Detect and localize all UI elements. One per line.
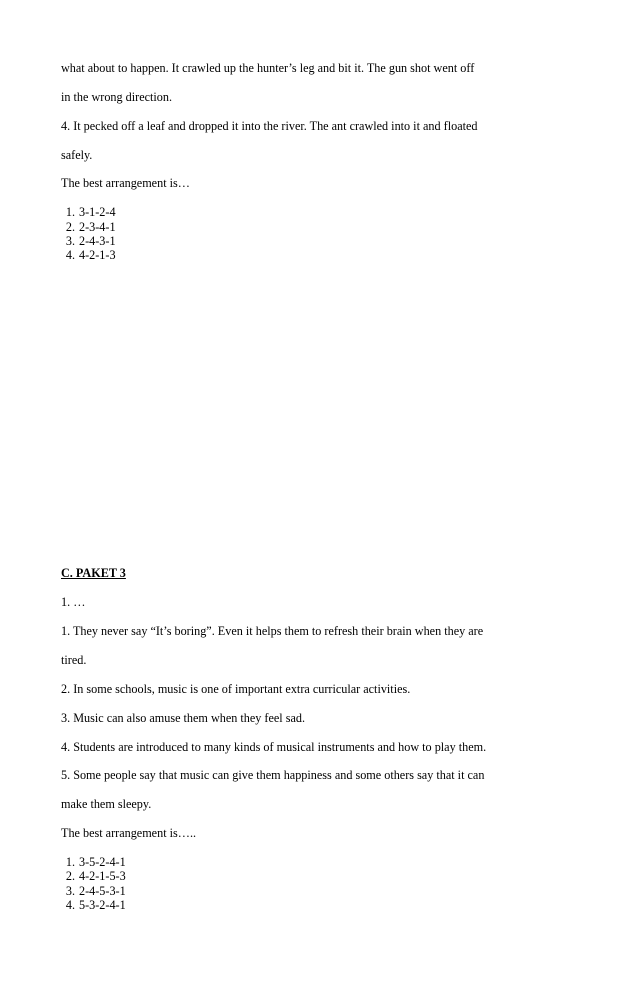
text-line: The best arrangement is….. xyxy=(61,826,197,840)
text-line: in the wrong direction. xyxy=(61,90,173,104)
text-line: make them sleepy. xyxy=(61,797,152,811)
option-number: 4. xyxy=(65,248,75,262)
text-line: 5. Some people say that music can give them happiness and some others say that it can xyxy=(61,768,485,782)
text-line: 4. It pecked off a leaf and dropped it into the river. The ant crawled into it and floated xyxy=(61,119,478,133)
option-number: 2. xyxy=(65,869,75,883)
text-line: The best arrangement is… xyxy=(61,176,190,190)
option-number: 1. xyxy=(65,205,75,219)
option-value: 2-4-3-1 xyxy=(79,234,116,248)
option-number: 3. xyxy=(65,234,75,248)
option-value: 4-2-1-3 xyxy=(79,248,116,262)
section-heading: C. PAKET 3 xyxy=(61,566,126,580)
text-line: 1. They never say “It’s boring”. Even it helps them to refresh their brain when they are xyxy=(61,624,484,638)
option-number: 1. xyxy=(65,855,75,869)
text-line: 2. In some schools, music is one of important extra curricular activities. xyxy=(61,682,411,696)
option-value: 2-4-5-3-1 xyxy=(79,884,126,898)
option-number: 3. xyxy=(65,884,75,898)
text-line: 1. … xyxy=(61,595,86,609)
option-value: 2-3-4-1 xyxy=(79,220,116,234)
option-number: 2. xyxy=(65,220,75,234)
option-value: 4-2-1-5-3 xyxy=(79,869,126,883)
option-number: 4. xyxy=(65,898,75,912)
option-value: 3-1-2-4 xyxy=(79,205,116,219)
text-line: 3. Music can also amuse them when they feel sad. xyxy=(61,711,306,725)
text-line: tired. xyxy=(61,653,87,667)
text-line: 4. Students are introduced to many kinds of musical instruments and how to play them. xyxy=(61,740,487,754)
option-value: 3-5-2-4-1 xyxy=(79,855,126,869)
text-line: what about to happen. It crawled up the hunter’s leg and bit it. The gun shot went off xyxy=(61,61,475,75)
option-value: 5-3-2-4-1 xyxy=(79,898,126,912)
text-line: safely. xyxy=(61,148,93,162)
